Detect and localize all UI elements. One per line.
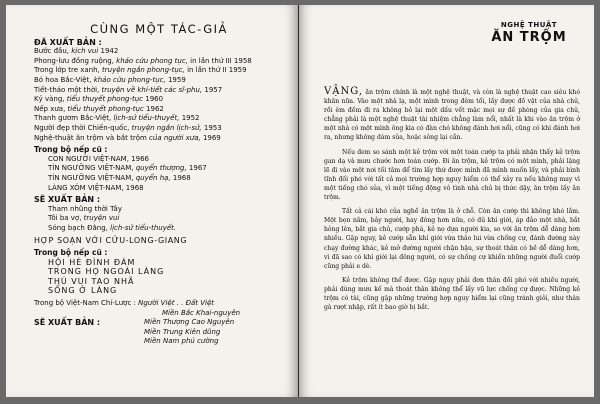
published-entry-text: Kỷ vàng, bbox=[34, 95, 67, 104]
printing-entry-note: quyển thượng, bbox=[135, 164, 187, 173]
published-entry-year: 1942 bbox=[98, 47, 119, 56]
printing-entry-text: LÀNG XÓM VIỆT-NAM, 1968 bbox=[48, 183, 144, 192]
paragraph-text: Tất cả cái khó của nghề ăn trộm là ở chỗ. Còn ăn cướp thì không khó lắm. Một bọn năm, bảy người, hay đông hơn nữa, có đủ khí giới, áp đảo một nhà, bắt hỏng lên, bắt gia chủ, cướp phá, kẻ nọ dựa người kia, so với ăn trộm dễ dàng hơn nhiều. Gặp nguy, kẻ cướp sẵn khí giới vừa thảo lui vừa chống cự, đánh đường này chạy đường khác, kẻ mở đường người chận hậu, sự thoát thân có bề dễ dàng hơn, vì đã sao có khí giới lại đông người, có sự chống cự khiến những người đuổi cướp cũng phải e dè. bbox=[324, 208, 580, 270]
series-line-2 bbox=[34, 309, 284, 319]
coop-entry: SỐNG Ở LÀNG bbox=[48, 286, 118, 296]
coop-entry: HỘI HÈ ĐÌNH ĐÁM bbox=[48, 257, 136, 267]
upcoming-entry bbox=[34, 224, 284, 234]
published-entry-note: lịch-sử tiểu-thuyết, bbox=[113, 114, 180, 123]
published-entry-text: Tiết-tháo một thời, bbox=[34, 85, 102, 94]
published-entry-note: khảo cứu phong-tục, bbox=[93, 75, 166, 84]
upcoming2-entry: Miền Nam phú cường bbox=[144, 337, 219, 346]
gutter-divider bbox=[298, 5, 299, 397]
published-entry-note: tiểu thuyết phong-tục bbox=[66, 95, 144, 104]
published-entry bbox=[34, 76, 284, 86]
series-line bbox=[34, 299, 284, 309]
upcoming-entry-text: Tôi ba vợ, bbox=[48, 214, 84, 223]
published-entry-note: truyện ngắn phong-tục, bbox=[102, 66, 185, 75]
chapter-heading-big: ĂN TRỘM bbox=[491, 30, 567, 45]
published-entry-year: 1953 bbox=[201, 123, 222, 132]
published-entry-note: của người xưa, bbox=[149, 133, 201, 142]
published-entry bbox=[34, 57, 284, 67]
published-entry-year: 1960 bbox=[143, 95, 164, 104]
published-entry bbox=[34, 47, 284, 57]
coop-entry: TRONG HỌ NGOÀI LÀNG bbox=[48, 267, 165, 277]
printing-entry-text: CON NGƯỜI VIỆT-NAM, 1966 bbox=[48, 154, 149, 163]
published-entry bbox=[34, 95, 284, 105]
printing-entry bbox=[34, 164, 284, 174]
upcoming2-entry: Miền Thượng Cao Nguyên bbox=[144, 318, 235, 327]
series-title-2: Miền Bắc Khai-nguyên bbox=[162, 308, 241, 317]
book-spread bbox=[6, 5, 594, 397]
page-title: CÙNG MỘT TÁC-GIẢ bbox=[90, 22, 228, 36]
upcoming2-list bbox=[144, 318, 234, 347]
published-entry-text: Phong-lưu đồng ruộng, bbox=[34, 56, 117, 65]
published-entry-note: truyện ngắn lịch-sử, bbox=[131, 123, 202, 132]
published-entry bbox=[34, 114, 284, 124]
upcoming-entry-text: Tham nhũng thời Tây bbox=[48, 204, 122, 213]
bibliography bbox=[34, 22, 284, 347]
published-list bbox=[34, 47, 284, 143]
upcoming-list bbox=[34, 205, 284, 234]
published-entry-year: 1952 bbox=[179, 114, 200, 123]
published-entry-text: Người đẹp thời Chiến-quốc, bbox=[34, 123, 132, 132]
printing-entry-text: TÍN NGƯỠNG VIỆT-NAM, bbox=[48, 173, 136, 182]
coop-subheading: Trong bộ nếp cũ : bbox=[34, 248, 108, 258]
published-heading: ĐÃ XUẤT BẢN : bbox=[34, 37, 102, 47]
printing-entry-text: TÍN NGƯỠNG VIỆT-NAM, bbox=[48, 164, 136, 173]
chapter-paragraph bbox=[324, 87, 580, 143]
upcoming-entry bbox=[34, 205, 284, 215]
chapter-paragraph bbox=[324, 148, 580, 203]
published-entry bbox=[34, 86, 284, 96]
upcoming2-heading: SẼ XUẤT BẢN : bbox=[34, 318, 101, 328]
upcoming-entry bbox=[34, 214, 284, 224]
printing-list bbox=[34, 155, 284, 193]
published-entry-text: Bó hoa Bắc-Việt, bbox=[34, 75, 94, 84]
printing-entry bbox=[34, 174, 284, 184]
printing-entry bbox=[34, 184, 284, 194]
left-page bbox=[6, 5, 298, 397]
published-entry-year: 1959 bbox=[165, 75, 186, 84]
series-label: Trong bộ Việt-Nam Chí-Lược : bbox=[34, 299, 139, 308]
coop-entry: THÚ VUI TAO NHÃ bbox=[48, 276, 135, 286]
upcoming-entry-text: Sóng bạch Đằng, bbox=[48, 223, 111, 232]
published-entry-note: tiểu thuyết phong-tục bbox=[67, 104, 144, 113]
printing-entry-note: quyển hạ, bbox=[135, 173, 171, 182]
published-entry-note: khảo cứu phong tục, bbox=[116, 56, 188, 65]
drop-cap: VẬNG, bbox=[324, 86, 364, 97]
published-entry-year: in lần thứ II 1959 bbox=[184, 66, 247, 75]
chapter-heading bbox=[474, 21, 584, 45]
published-entry-note: kịch vui bbox=[71, 47, 99, 56]
paragraph-text: ăn trộm chính là một nghệ thuật, và còn là nghệ thuật cao siêu khó khăn nữa. Vào một nhà lạ, một mình trong đêm tối, lấy được đồ vật của nhà chủ, rồi êm đềm đi ra không bỏ lại một dấu vết mặc mọi sự đề phòng của gia chủ, chẳng phải là một nghệ thuật tài nhiệm chẳng làm nổi, nhất là khi vào ăn trộm ở một nhà có một mình ông kia có đàn chó không đánh hơi nổi, cũng có khi đánh hơi ra, nhưng không dám sủa, hoặc sông lại cắn. bbox=[324, 89, 580, 142]
coop-heading: HỢP SOẠN VỚI CỬU-LONG-GIANG bbox=[34, 236, 188, 246]
printing-heading: Trong bộ nếp cũ : bbox=[34, 145, 108, 155]
published-entry-year: in lần thứ III 1958 bbox=[187, 56, 252, 65]
published-entry bbox=[34, 105, 284, 115]
published-entry bbox=[34, 134, 284, 144]
published-entry-text: Trong lớp tre xanh, bbox=[34, 66, 103, 75]
paragraph-text: Kẻ trộm không thể được. Gặp nguy phải đơn thân đối phó với nhiều người, phải dùng mưu kế mà thoát thân không thể lấy vũ lực chống cự được. Những kẻ trộm có tài, cũng gặp những trường hợp nguy hiểm lại cũng tránh giỏi, như thân gà rượt nhập, rất ít bao giờ bị bắt. bbox=[324, 276, 580, 312]
printing-entry-year: 1968 bbox=[170, 173, 191, 182]
chapter-paragraph bbox=[324, 276, 580, 312]
upcoming-heading: SẼ XUẤT BẢN : bbox=[34, 195, 101, 205]
upcoming-entry-note: lịch-sử tiểu-thuyết. bbox=[110, 223, 177, 232]
published-entry-note: truyện về khí-tiết các sĩ-phu, bbox=[101, 85, 203, 94]
paragraph-text: Nếu đem so sánh một kẻ trộm với một toán cướp ta phải nhận thấy kẻ trộm gan dạ và mưu chước hơn toán cướp. Đi ăn trộm, kẻ trộm có một mình, phải lặng lẽ đi vào một nơi tối tăm để tìm lấy thứ được mình đã mình muốn lấy, và phải bình tĩnh đối phó với tất cả mọi trường hợp nguy hiểm có thể xảy ra nếu không may vì một tiếng chó sủa, vì một tiếng động vô tình nhà chủ bị thức dậy, ăn trộm lấy ăn trộm. bbox=[324, 148, 580, 202]
upcoming-entry-note: truyện vui bbox=[83, 214, 120, 223]
published-entry-year: 1969 bbox=[200, 133, 221, 142]
chapter-heading-small: NGHỆ THUẬT bbox=[500, 21, 558, 29]
chapter-body bbox=[324, 87, 580, 317]
series-title: Người Việt . . Đất Việt bbox=[138, 299, 215, 308]
published-entry bbox=[34, 66, 284, 76]
published-entry-year: 1957 bbox=[202, 85, 223, 94]
upcoming2-entry: Miền Trung Kiên dũng bbox=[144, 327, 221, 336]
published-entry-text: Nếp xưa, bbox=[34, 104, 68, 113]
published-entry bbox=[34, 124, 284, 134]
right-page bbox=[298, 5, 594, 397]
coop-list bbox=[34, 258, 284, 296]
published-entry-text: Bước đầu, bbox=[34, 47, 72, 56]
published-entry-text: Thanh gươm Bắc-Việt, bbox=[34, 114, 114, 123]
chapter-paragraph bbox=[324, 207, 580, 271]
printing-entry-year: 1967 bbox=[186, 164, 207, 173]
printing-entry bbox=[34, 155, 284, 165]
published-entry-text: Nghệ-thuật ăn trộm và bắt trộm bbox=[34, 133, 150, 142]
published-entry-year: 1962 bbox=[143, 104, 164, 113]
upcoming2-block bbox=[34, 318, 284, 347]
